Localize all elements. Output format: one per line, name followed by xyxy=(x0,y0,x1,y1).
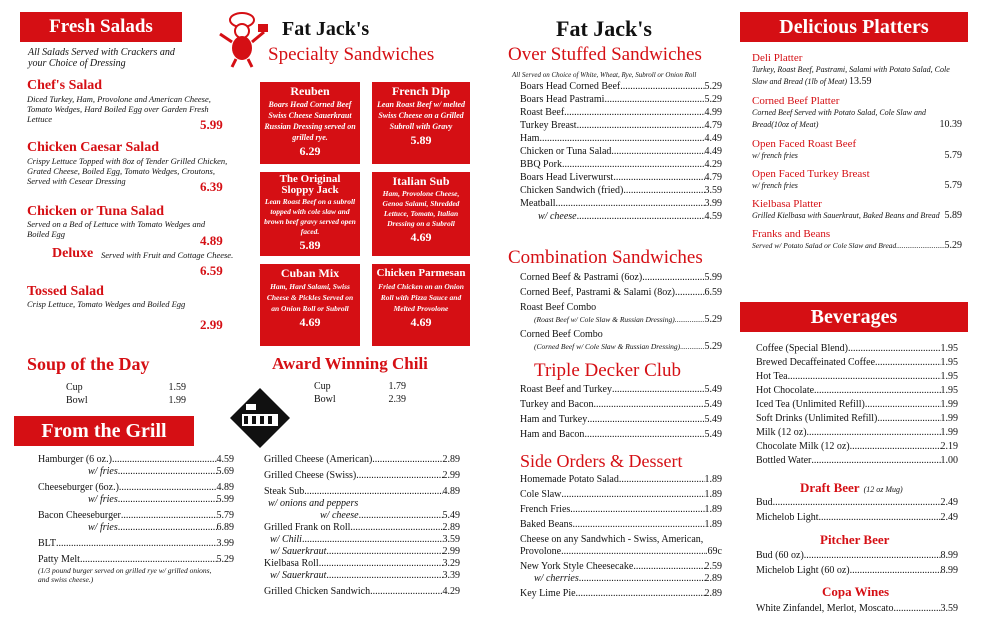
menu-row: w/ cheese ..... 5.49 xyxy=(264,510,460,522)
salad-name: Chicken Caesar Salad xyxy=(27,140,159,155)
menu-row: w/ Sauerkraut ..... 3.39 xyxy=(264,570,460,582)
specialty-subtitle: Specialty Sandwiches xyxy=(268,44,435,65)
menu-row: Patty Melt ..... 5.29 xyxy=(38,554,234,566)
box-desc: Ham, Hard Salami, Swiss Cheese & Pickles Served on an Onion Roll or Subroll xyxy=(266,282,354,313)
menu-row: (Corned Beef w/ Cole Slaw & Russian Dressing) ..... 5.29 xyxy=(520,341,722,353)
menu-row: Chicken Sandwich (fried) ..... 3.59 xyxy=(520,185,722,197)
menu-row: Turkey Breast ..... 4.79 xyxy=(520,120,722,132)
menu-row: Soft Drinks (Unlimited Refill) ..... 1.99 xyxy=(756,413,958,425)
menu-row: BBQ Pork ..... 4.29 xyxy=(520,159,722,171)
menu-row: Grilled Frank on Roll ..... 2.89 xyxy=(264,522,460,534)
club-list xyxy=(520,384,722,441)
beverages-list xyxy=(756,343,958,467)
draft-beer-note: (12 oz Mug) xyxy=(863,485,903,494)
menu-row: Baked Beans ..... 1.89 xyxy=(520,519,722,531)
box-title: French Dip xyxy=(391,84,451,98)
grill2-list xyxy=(264,454,460,598)
patty-melt-note: (1/3 pound burger served on grilled rye w/ grilled onions, and swiss cheese.) xyxy=(38,566,212,584)
soup-cup-price: 1.59 xyxy=(168,382,186,393)
soup-bowl-price: 1.99 xyxy=(168,395,186,406)
menu-row: Key Lime Pie ..... 2.89 xyxy=(520,588,722,600)
menu-row: w/ onions and peppers xyxy=(268,498,359,509)
soup-prices xyxy=(66,381,186,407)
menu-row: White Zinfandel, Merlot, Moscato ..... 3.59 xyxy=(756,603,958,615)
box-desc: Boars Head Corned Beef Swiss Cheese Sauerkraut Russian Dressing served on grilled rye. xyxy=(264,100,356,142)
draft-beer-title: Draft Beer xyxy=(800,480,860,495)
chili-bowl-label: Bowl xyxy=(314,394,336,405)
box-title: Italian Sub xyxy=(392,174,450,188)
specialty-box xyxy=(372,264,470,346)
menu-row: Bottled Water ..... 1.00 xyxy=(756,455,958,467)
box-price: 5.89 xyxy=(410,133,432,147)
chili-prices xyxy=(314,380,406,406)
soup-cup-label: Cup xyxy=(66,382,83,393)
platters-list xyxy=(752,52,962,252)
box-desc: Lean Roast Beef w/ melted Swiss Cheese on a Grilled Subroll with Gravy xyxy=(377,100,465,131)
menu-row: w/ fries ..... 6.89 xyxy=(38,522,234,534)
menu-row: Coffee (Special Blend) ..... 1.95 xyxy=(756,343,958,355)
platter-name: Kielbasa Platter xyxy=(752,198,822,210)
wines-list xyxy=(756,603,958,615)
combo-title: Combination Sandwiches xyxy=(508,247,703,268)
sides-title: Side Orders & Dessert xyxy=(520,451,683,471)
platter-price: 13.59 xyxy=(849,76,872,87)
salad-price: 2.99 xyxy=(200,317,223,332)
menu-row: w/ fries ..... 5.69 xyxy=(38,466,234,478)
menu-row: French Fries ..... 1.89 xyxy=(520,504,722,516)
salad-name: Tossed Salad xyxy=(27,284,104,299)
menu-row: Chocolate Milk (12 oz) ..... 2.19 xyxy=(756,441,958,453)
chili-title: Award Winning Chili xyxy=(272,354,428,373)
chili-cup-price: 1.79 xyxy=(388,381,406,392)
menu-row: New York Style Cheesecake ..... 2.59 xyxy=(520,561,722,573)
soup-bowl-label: Bowl xyxy=(66,395,88,406)
salad-name: Deluxe xyxy=(52,246,94,261)
specialty-box xyxy=(372,82,470,164)
salad-desc: Served on a Bed of Lettuce with Tomato Wedges and Boiled Egg xyxy=(27,219,206,239)
menu-row: w/ cheese ..... 4.59 xyxy=(520,211,722,223)
menu-row: Michelob Light ..... 2.49 xyxy=(756,512,958,524)
menu-row: Chicken or Tuna Salad ..... 4.49 xyxy=(520,146,722,158)
salad-desc: Crispy Lettuce Topped with 8oz of Tender Grilled Chicken, Grated Cheese, Boiled Egg, Tomato Wedges, Croutons, Served with Cesear Dressing xyxy=(27,156,228,186)
menu-row: Cole Slaw ..... 1.89 xyxy=(520,489,722,501)
box-title: The Original Sloppy Jack xyxy=(279,173,341,196)
salads-subtitle: All Salads Served with Crackers and your Choice of Dressing xyxy=(28,47,175,69)
box-title: Chicken Parmesan xyxy=(376,267,466,279)
menu-row: Hamburger (6 oz.) ..... 4.59 xyxy=(38,454,234,466)
box-price: 6.29 xyxy=(299,144,321,158)
specialty-box xyxy=(260,172,360,256)
specialty-box xyxy=(372,172,470,256)
menu-row: Corned Beef Combo xyxy=(520,329,603,340)
platter-desc: Corned Beef Served with Potato Salad, Cole Slaw and Bread(10oz of Meat) 10.39 xyxy=(752,108,962,130)
platter-name: Franks and Beans xyxy=(752,228,831,240)
menu-row: w/ cherries ..... 2.89 xyxy=(520,573,722,585)
menu-row: Homemade Potato Salad ..... 1.89 xyxy=(520,474,722,486)
menu-row: Hot Tea ..... 1.95 xyxy=(756,371,958,383)
box-price: 4.69 xyxy=(410,230,432,244)
platter-desc: Grilled Kielbasa with Sauerkraut, Baked Beans and Bread 5.89 xyxy=(752,210,962,221)
platter-row: w/ french fries 5.79 xyxy=(752,150,962,161)
specialty-box xyxy=(260,82,360,164)
platter-price: 5.89 xyxy=(944,210,962,221)
menu-row: Corned Beef, Pastrami & Salami (8oz) ..... 6.59 xyxy=(520,287,722,299)
from-the-grill-banner: From the Grill xyxy=(14,416,194,446)
salad-desc: Served with Fruit and Cottage Cheese. xyxy=(101,250,234,260)
menu-row: BLT ..... 3.99 xyxy=(38,538,234,550)
menu-row: Steak Sub ..... 4.89 xyxy=(264,486,460,498)
pitcher-beer-title: Pitcher Beer xyxy=(820,532,890,547)
club-title: Triple Decker Club xyxy=(534,360,682,381)
pitcher-list xyxy=(756,550,958,577)
chef-icon xyxy=(214,12,272,68)
box-price: 4.69 xyxy=(410,315,432,329)
soup-title: Soup of the Day xyxy=(27,354,150,374)
menu-row: Grilled Cheese (Swiss) ..... 2.99 xyxy=(264,470,460,482)
box-desc: Lean Roast Beef on a subroll topped with cole slaw and brown beef gravy served open faced. xyxy=(264,197,356,236)
sides-list xyxy=(520,474,722,600)
stuffed-list xyxy=(520,81,722,223)
fresh-salads-banner: Fresh Salads xyxy=(20,12,182,42)
chef-logo xyxy=(214,12,272,68)
box-title: Reuben xyxy=(290,84,330,98)
grill-list xyxy=(38,454,234,584)
platter-price: 10.39 xyxy=(939,119,962,130)
salad-desc: Crisp Lettuce, Tomato Wedges and Boiled Egg xyxy=(27,299,186,309)
menu-row: Iced Tea (Unlimited Refill) ..... 1.99 xyxy=(756,399,958,411)
menu-row: Roast Beef and Turkey ..... 5.49 xyxy=(520,384,722,396)
platter-name: Open Faced Roast Beef xyxy=(752,138,857,150)
chili-bowl-price: 2.39 xyxy=(388,394,406,405)
salad-price: 6.39 xyxy=(200,179,223,194)
menu-row: Ham and Turkey ..... 5.49 xyxy=(520,414,722,426)
platter-row: Served w/ Potato Salad or Cole Slaw and Bread ..... 5.29 xyxy=(752,240,962,252)
menu-row: Roast Beef Combo xyxy=(520,302,597,313)
menu-row: Meatball ..... 3.99 xyxy=(520,198,722,210)
draft-beer-heading xyxy=(800,479,903,497)
platter-name: Deli Platter xyxy=(752,52,803,64)
platter-name: Corned Beef Platter xyxy=(752,95,840,107)
diner-logo xyxy=(228,386,292,450)
combo-list xyxy=(520,272,722,353)
menu-row: Michelob Light (60 oz) ..... 8.99 xyxy=(756,565,958,577)
menu-row: Roast Beef ..... 4.99 xyxy=(520,107,722,119)
diner-building-icon xyxy=(228,386,292,450)
menu-row: Brewed Decaffeinated Coffee ..... 1.95 xyxy=(756,357,958,369)
box-title: Cuban Mix xyxy=(280,266,340,280)
menu-row: Kielbasa Roll ..... 3.29 xyxy=(264,558,460,570)
specialty-box xyxy=(260,264,360,346)
menu-row: (Roast Beef w/ Cole Slaw & Russian Dressing) ..... 5.29 xyxy=(520,314,722,326)
salad-desc: Diced Turkey, Ham, Provolone and American Cheese, Tomato Wedges, Hard Boiled Egg over Garden Fresh Lettuce xyxy=(27,94,211,124)
menu-row: Grilled Chicken Sandwich ..... 4.29 xyxy=(264,586,460,598)
stuffed-subtitle: All Served on Choice of White, Wheat, Rye, Subroll or Onion Roll xyxy=(512,71,697,79)
menu-row: Boars Head Corned Beef ..... 5.29 xyxy=(520,81,722,93)
beverages-banner: Beverages xyxy=(740,302,968,332)
box-price: 4.69 xyxy=(299,315,321,329)
menu-row: Ham ..... 4.49 xyxy=(520,133,722,145)
menu-row: Grilled Cheese (American) ..... 2.89 xyxy=(264,454,460,466)
menu-row: Provolone ..... .69c xyxy=(520,546,722,558)
menu-row: Turkey and Bacon ..... 5.49 xyxy=(520,399,722,411)
menu-row: Boars Head Pastrami ..... 5.29 xyxy=(520,94,722,106)
delicious-platters-banner: Delicious Platters xyxy=(740,12,968,42)
box-desc: Ham, Provolone Cheese, Genoa Salami, Shredded Lettuce, Tomato, Italian Dressing on a Subroll xyxy=(382,189,460,228)
menu-row: Cheese on any Sandwhich - Swiss, American, xyxy=(520,534,704,545)
stuffed-title: Over Stuffed Sandwiches xyxy=(508,44,702,65)
menu-row: Bud ..... 2.49 xyxy=(756,497,958,509)
menu-row: w/ Chili ..... 3.59 xyxy=(264,534,460,546)
menu-row: w/ fries ..... 5.99 xyxy=(38,494,234,506)
platter-desc: Turkey, Roast Beef, Pastrami, Salami with Potato Salad, Cole Slaw and Bread (1lb of Meat) 13.59 xyxy=(752,65,950,87)
chili-cup-label: Cup xyxy=(314,381,331,392)
platter-name: Open Faced Turkey Breast xyxy=(752,168,870,180)
salad-price: 5.99 xyxy=(200,117,223,132)
menu-row: Cheeseburger (6oz.) ..... 4.89 xyxy=(38,482,234,494)
menu-row: w/ Sauerkraut ..... 2.99 xyxy=(264,546,460,558)
menu-row: Corned Beef & Pastrami (6oz) ..... 5.99 xyxy=(520,272,722,284)
menu-row: Milk (12 oz) ..... 1.99 xyxy=(756,427,958,439)
salad-name: Chef's Salad xyxy=(27,78,103,93)
menu-row: Bacon Cheeseburger ..... 5.79 xyxy=(38,510,234,522)
salad-price: 6.59 xyxy=(200,263,223,278)
salad-name: Chicken or Tuna Salad xyxy=(27,204,165,219)
menu-row: Ham and Bacon ..... 5.49 xyxy=(520,429,722,441)
brand-title-right: Fat Jack's xyxy=(556,16,652,41)
copa-wines-title: Copa Wines xyxy=(822,584,890,599)
box-price: 5.89 xyxy=(299,238,321,252)
box-desc: Fried Chicken on an Onion Roll with Pizza Sauce and Melted Provolone xyxy=(378,282,464,313)
platter-row: w/ french fries 5.79 xyxy=(752,180,962,191)
salad-price: 4.89 xyxy=(200,233,223,248)
brand-title-left: Fat Jack's xyxy=(282,18,370,40)
menu-row: Boars Head Liverwurst ..... 4.79 xyxy=(520,172,722,184)
draft-list xyxy=(756,497,958,524)
menu-row: Bud (60 oz) ..... 8.99 xyxy=(756,550,958,562)
menu-row: Hot Chocolate ..... 1.95 xyxy=(756,385,958,397)
